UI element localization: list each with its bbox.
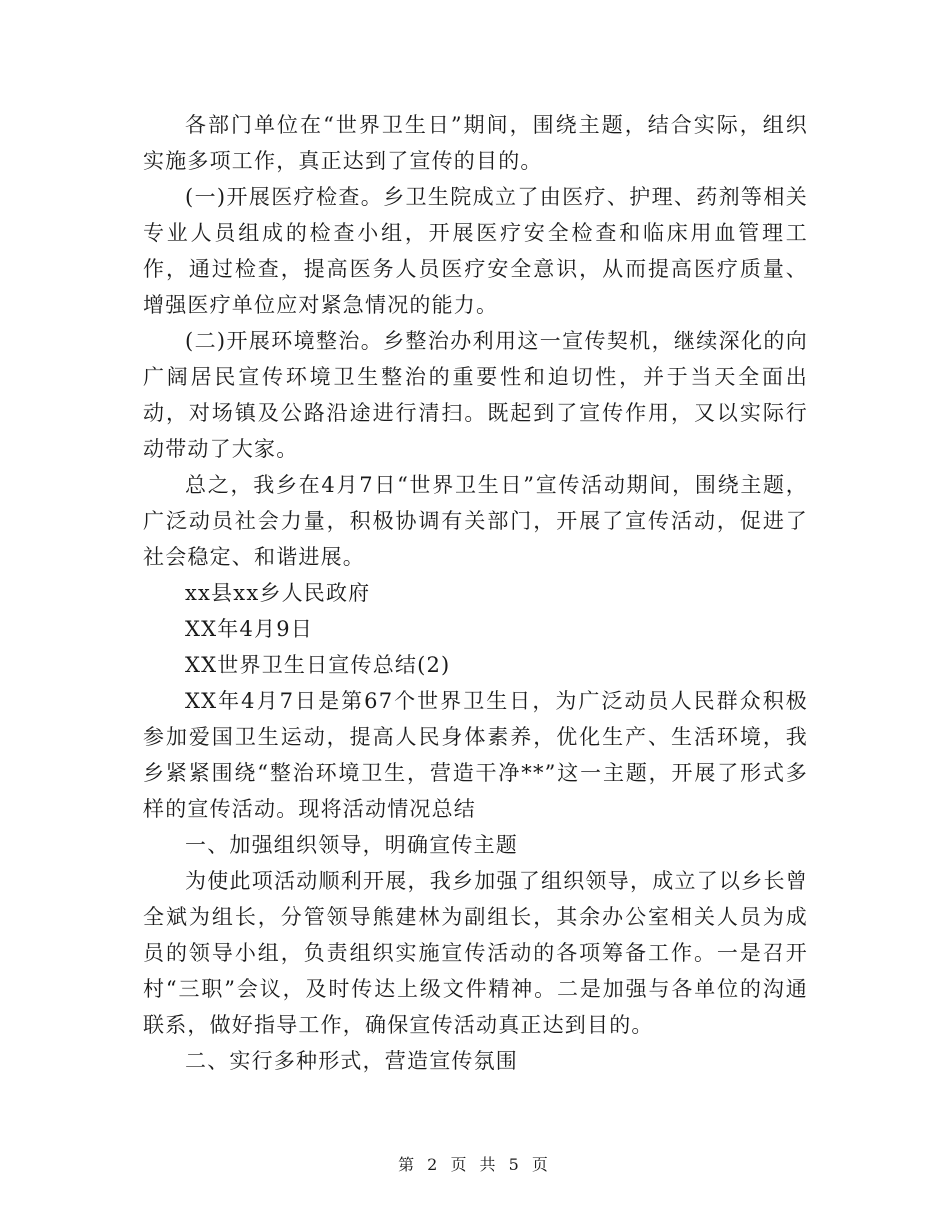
paragraph-summary: 总之，我乡在4月7日“世界卫生日”宣传活动期间，围绕主题，广泛动员社会力量，积极协调有关部门，开展了宣传活动，促进了社会稳定、和谐进展。 bbox=[143, 473, 808, 569]
paragraph-environment-cleanup: (二)开展环境整治。乡整治办利用这一宣传契机，继续深化的向广阔居民宣传环境卫生整治的重要性和迫切性，并于当天全面出动，对场镇及公路沿途进行清扫。既起到了宣传作用，又以实际行动带动了大家。 bbox=[143, 329, 808, 461]
signature-date: XX年4月9日 bbox=[185, 617, 314, 641]
paragraph-medical-inspection: (一)开展医疗检查。乡卫生院成立了由医疗、护理、药剂等相关专业人员组成的检查小组，开展医疗安全检查和临床用血管理工作，通过检查，提高医务人员医疗安全意识，从而提高医疗质量、增强医疗单位应对紧急情况的能力。 bbox=[143, 185, 808, 317]
heading-organization-leadership: 一、加强组织领导，明确宣传主题 bbox=[185, 833, 518, 857]
section-title-2: XX世界卫生日宣传总结(2) bbox=[185, 653, 451, 677]
paragraph-work-overview: 各部门单位在“世界卫生日”期间，围绕主题，结合实际，组织实施多项工作，真正达到了宣传的目的。 bbox=[143, 113, 808, 173]
paragraph-intro-2: XX年4月7日是第67个世界卫生日，为广泛动员人民群众积极参加爱国卫生运动，提高人民身体素养，优化生产、生活环境，我乡紧紧围绕“整治环境卫生，营造干净**”这一主题，开展了形式多样的宣传活动。现将活动情况总结 bbox=[143, 689, 808, 821]
page-footer: 第 2 页 共 5 页 bbox=[398, 1155, 552, 1174]
heading-multiple-forms: 二、实行多种形式，营造宣传氛围 bbox=[185, 1049, 518, 1073]
document-body bbox=[143, 107, 808, 1079]
paragraph-leadership-group: 为使此项活动顺利开展，我乡加强了组织领导，成立了以乡长曾全斌为组长，分管领导熊建林为副组长，其余办公室相关人员为成员的领导小组，负责组织实施宣传活动的各项筹备工作。一是召开村“三职”会议，及时传达上级文件精神。二是加强与各单位的沟通联系，做好指导工作，确保宣传活动真正达到目的。 bbox=[143, 869, 808, 1037]
signature-organization: xx县xx乡人民政府 bbox=[185, 581, 371, 605]
